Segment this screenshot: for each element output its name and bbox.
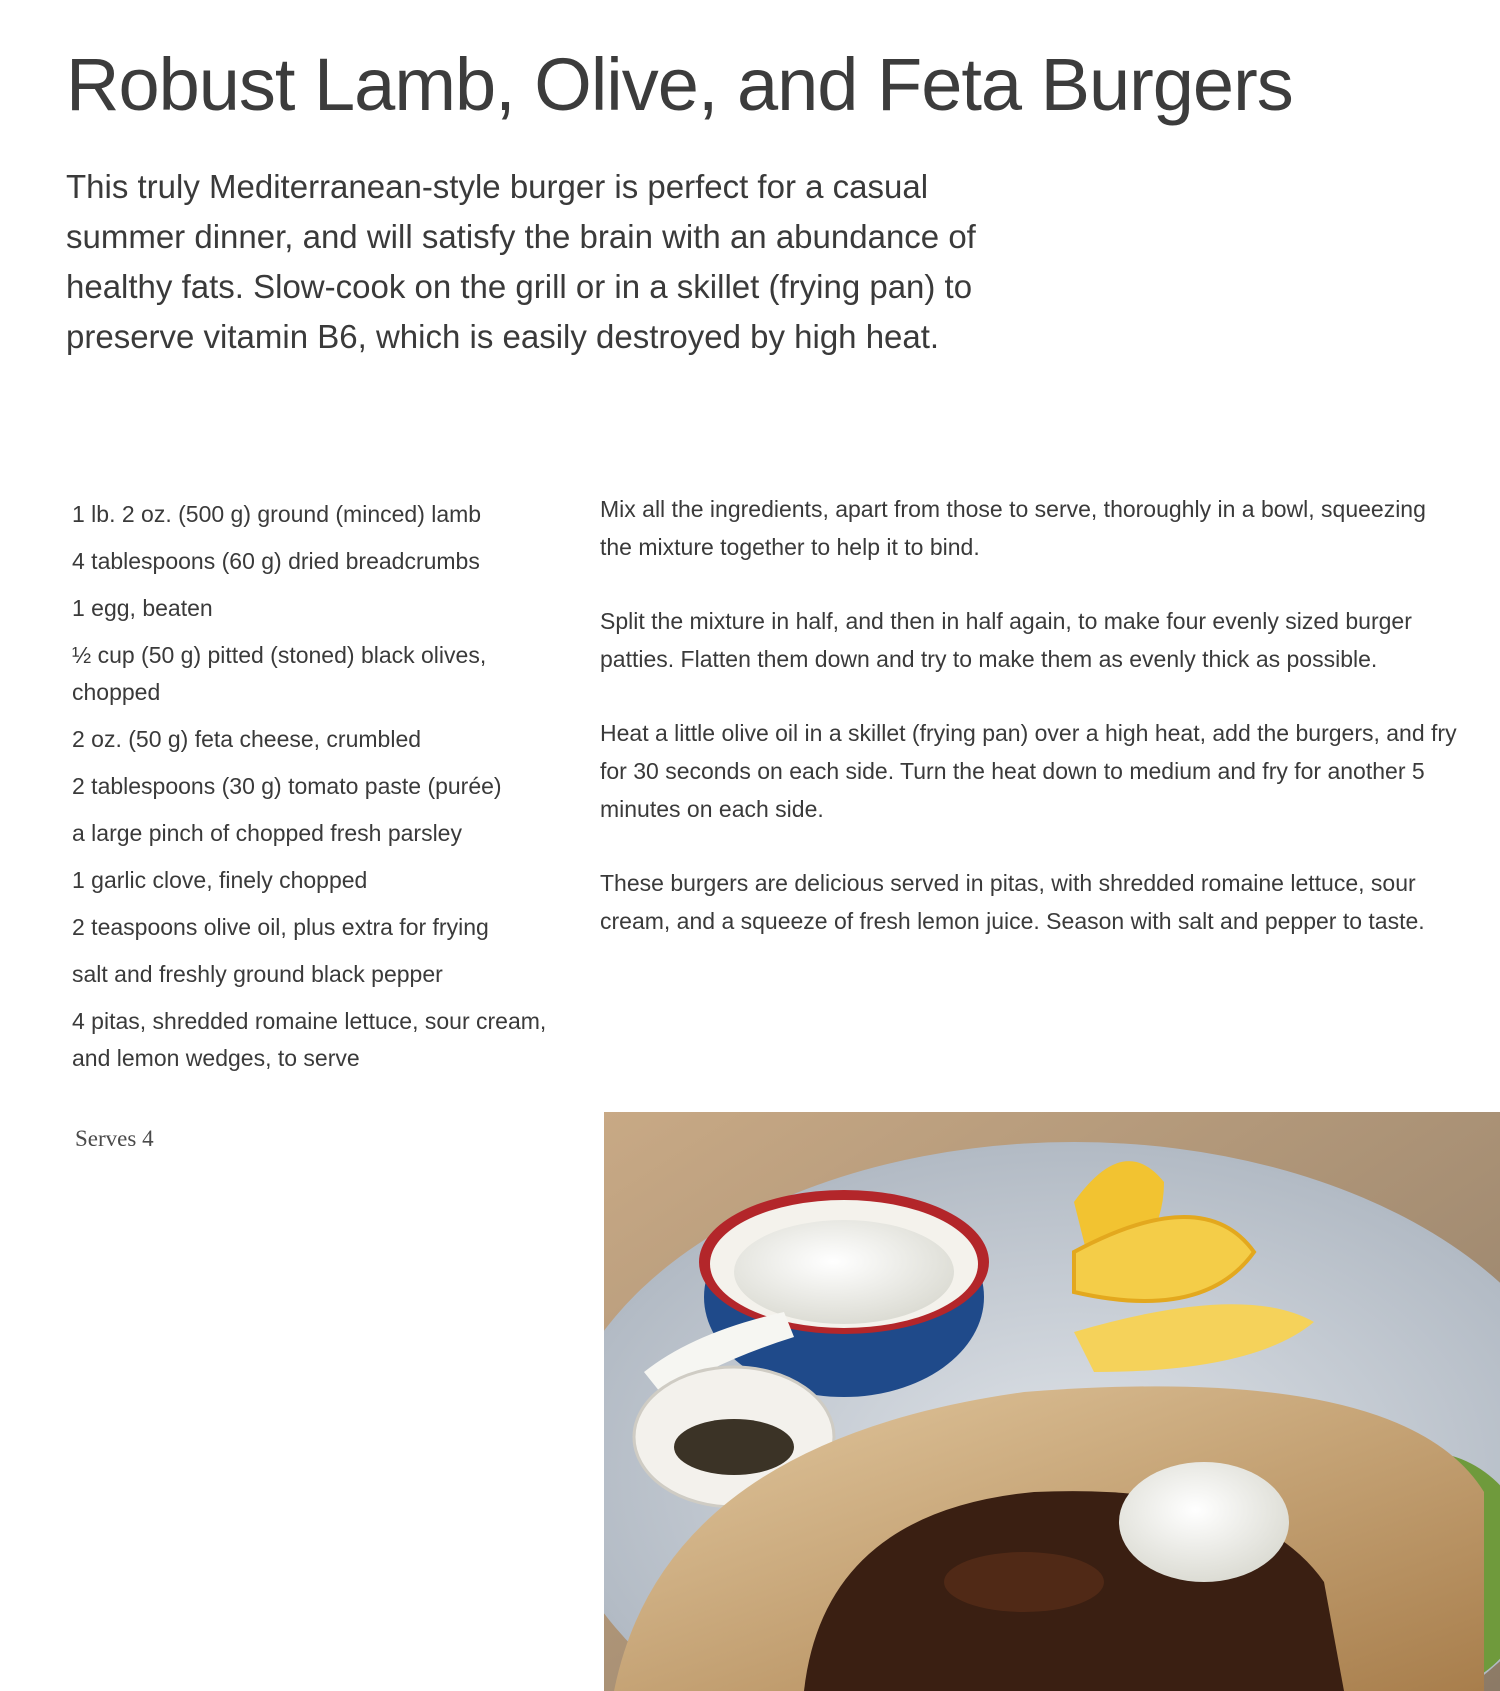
ingredient-item: a large pinch of chopped fresh parsley <box>72 820 462 846</box>
ingredient-item: 1 garlic clove, finely chopped <box>72 867 368 893</box>
ingredient-item: 4 pitas, shredded romaine lettuce, sour cream, and lemon wedges, to serve <box>72 1008 547 1071</box>
ground-pepper <box>674 1419 794 1475</box>
ingredient-item: 1 lb. 2 oz. (500 g) ground (minced) lamb <box>72 501 482 527</box>
recipe-intro: This truly Mediterranean-style burger is perfect for a casual summer dinner, and will satisfy the brain with an abundance of healthy fats. Slow-cook on the grill or in a skillet (frying pan) to preserve vitamin B6, which is easily destroyed by high heat. <box>66 168 976 355</box>
burger-photo-illustration <box>604 1112 1500 1691</box>
sour-cream <box>734 1220 954 1324</box>
burger-photo <box>604 1112 1500 1691</box>
ingredient-item: 2 oz. (50 g) feta cheese, crumbled <box>72 726 422 752</box>
method-step: These burgers are delicious served in pitas, with shredded romaine lettuce, sour cream, and a squeeze of fresh lemon juice. Season with salt and pepper to taste. <box>600 870 1425 934</box>
ingredient-item: salt and freshly ground black pepper <box>72 961 443 987</box>
method-step: Heat a little olive oil in a skillet (frying pan) over a high heat, add the burgers, and fry for 30 seconds on each side. Turn the heat down to medium and fry for another 5 minutes on each side. <box>600 720 1457 822</box>
ingredient-item: 2 tablespoons (30 g) tomato paste (purée) <box>72 773 502 799</box>
method-step: Mix all the ingredients, apart from those to serve, thoroughly in a bowl, squeezing the mixture together to help it to bind. <box>600 496 1426 560</box>
ingredient-item: 4 tablespoons (60 g) dried breadcrumbs <box>72 548 480 574</box>
method-steps <box>600 490 1460 976</box>
serves-count: Serves 4 <box>75 1126 154 1151</box>
ingredient-item: 1 egg, beaten <box>72 595 213 621</box>
ingredient-item: 2 teaspoons olive oil, plus extra for frying <box>72 914 489 940</box>
ingredient-item: ½ cup (50 g) pitted (stoned) black olives, chopped <box>72 642 487 705</box>
recipe-title: Robust Lamb, Olive, and Feta Burgers <box>66 43 1293 126</box>
method-step: Split the mixture in half, and then in half again, to make four evenly sized burger patties. Flatten them down and try to make them as evenly thick as possible. <box>600 608 1412 672</box>
sour-cream-dollop <box>1119 1462 1289 1582</box>
ingredient-list <box>72 496 572 1087</box>
